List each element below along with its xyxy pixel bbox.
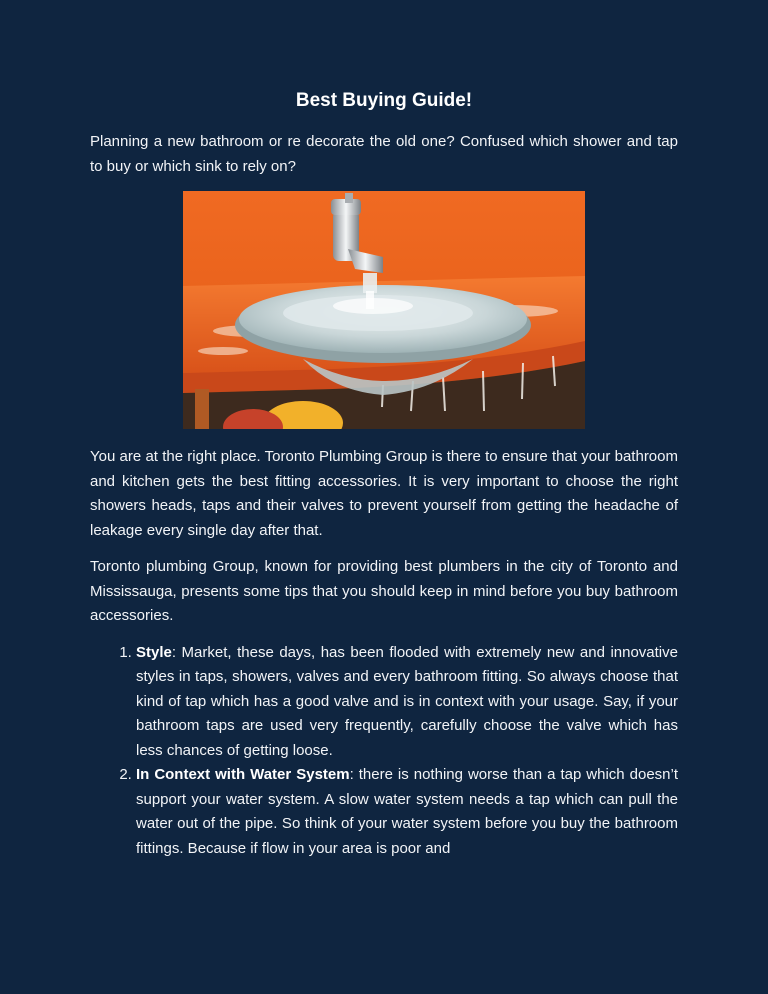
- list-item-text: : there is nothing worse than a tap which doesn’t support your water system. A slow water system needs a tap which can pull the water out of the pipe. So think of your water system before you buy the bathroom fittings. Because if flow in your area is poor and: [136, 766, 678, 857]
- page-title: Best Buying Guide!: [295, 90, 473, 111]
- body-paragraph-2: Toronto plumbing Group, known for providing best plumbers in the city of Toronto and Mississauga, presents some tips that you should keep in mind before you buy bathroom accessories.: [90, 558, 678, 624]
- list-item-text: : Market, these days, has been flooded with extremely new and innovative styles in taps, showers, valves and every bathroom fitting. So always choose that kind of tap which has a good valve and is in context with your usage. Say, if your bathroom taps are used very frequently, carefully choose the valve which has less chances of getting loose.: [136, 643, 678, 759]
- list-item-term: In Context with Water System: [136, 766, 350, 783]
- list-item-term: Style: [136, 643, 172, 661]
- body-paragraph-1: You are at the right place. Toronto Plumbing Group is there to ensure that your bathroom and kitchen gets the best fitting accessories. It is very important to choose the right showers heads, taps and their valves to prevent yourself from getting the headache of leakage every single day after that.: [90, 448, 678, 539]
- document-page: [90, 90, 678, 861]
- sink-photo: [183, 191, 585, 429]
- list-item: [136, 641, 678, 764]
- intro-paragraph: Planning a new bathroom or re decorate the old one? Confused which shower and tap to buy or which sink to rely on?: [90, 133, 678, 175]
- tips-list: [90, 641, 678, 862]
- list-item: [136, 763, 678, 861]
